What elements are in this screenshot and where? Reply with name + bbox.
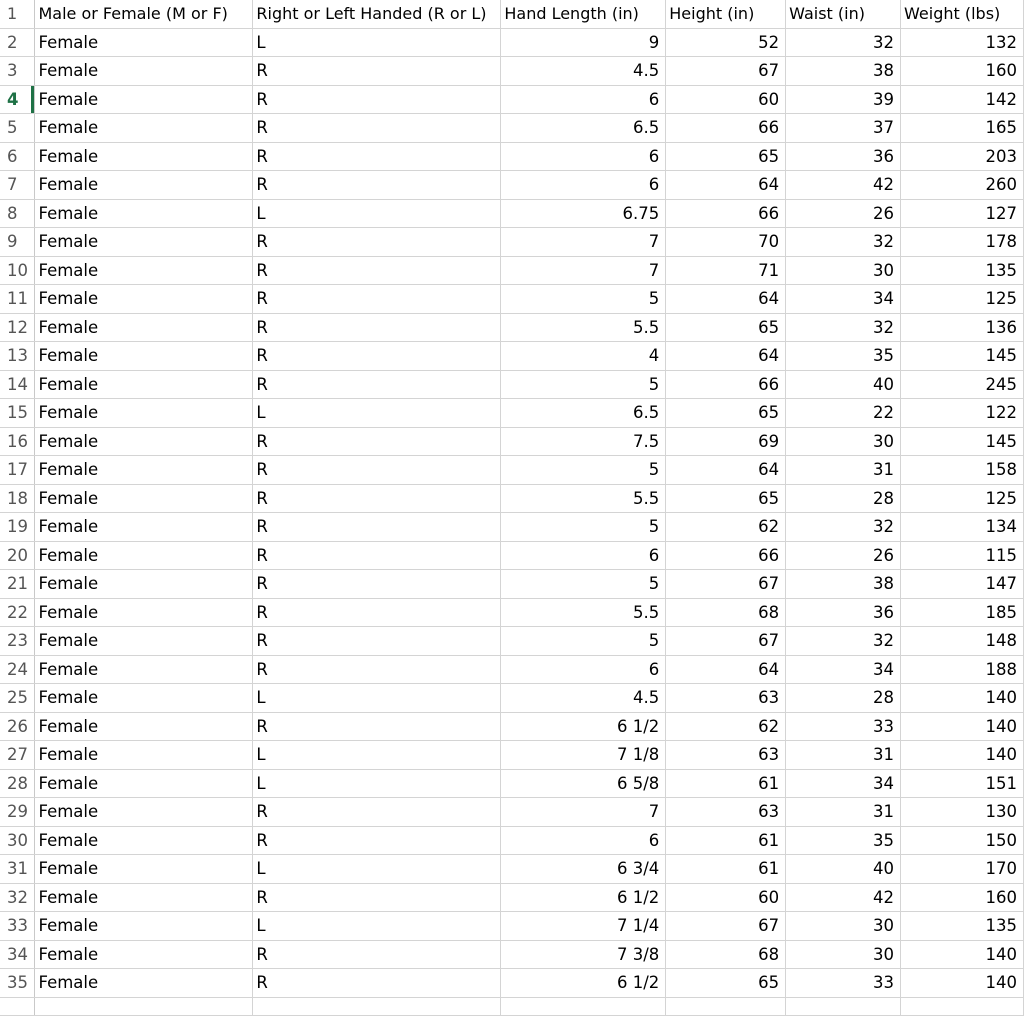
table-row	[0, 969, 1024, 998]
cell-waist[interactable]: 34	[786, 655, 901, 684]
cell-height[interactable]: 61	[666, 855, 786, 884]
cell-sex[interactable]: Female	[35, 285, 253, 314]
cell-hand-length[interactable]: 7.5	[501, 427, 666, 456]
table-row	[0, 228, 1024, 257]
cell-handedness[interactable]: R	[253, 513, 501, 542]
cell-sex[interactable]: Female	[35, 655, 253, 684]
cell-sex[interactable]: Female	[35, 28, 253, 57]
cell-handedness[interactable]: R	[253, 57, 501, 86]
cell-height[interactable]: 65	[666, 484, 786, 513]
cell-height[interactable]: 64	[666, 456, 786, 485]
empty-cell[interactable]	[35, 997, 253, 1015]
header-cell-waist[interactable]: Waist (in)	[786, 0, 901, 28]
cell-weight[interactable]: 260	[901, 171, 1024, 200]
cell-hand-length[interactable]: 6	[501, 171, 666, 200]
empty-cell[interactable]	[253, 997, 501, 1015]
cell-sex[interactable]: Female	[35, 228, 253, 257]
row-number[interactable]: 21	[0, 570, 35, 599]
cell-hand-length[interactable]: 5	[501, 456, 666, 485]
cell-weight[interactable]: 125	[901, 285, 1024, 314]
cell-hand-length[interactable]: 6.75	[501, 199, 666, 228]
cell-height[interactable]: 66	[666, 370, 786, 399]
row-number[interactable]: 9	[0, 228, 35, 257]
cell-weight[interactable]: 122	[901, 399, 1024, 428]
cell-hand-length[interactable]: 4	[501, 342, 666, 371]
table-row	[0, 28, 1024, 57]
cell-waist[interactable]: 30	[786, 427, 901, 456]
cell-height[interactable]: 70	[666, 228, 786, 257]
cell-weight[interactable]: 150	[901, 826, 1024, 855]
cell-handedness[interactable]: R	[253, 712, 501, 741]
table-row	[0, 541, 1024, 570]
cell-sex[interactable]: Female	[35, 912, 253, 941]
row-number[interactable]: 22	[0, 598, 35, 627]
cell-hand-length[interactable]: 7	[501, 256, 666, 285]
cell-handedness[interactable]: R	[253, 655, 501, 684]
cell-sex[interactable]: Female	[35, 826, 253, 855]
header-cell-sex[interactable]: Male or Female (M or F)	[35, 0, 253, 28]
table-row	[0, 85, 1024, 114]
cell-waist[interactable]: 35	[786, 342, 901, 371]
cell-hand-length[interactable]: 7	[501, 798, 666, 827]
cell-handedness[interactable]: R	[253, 541, 501, 570]
cell-waist[interactable]: 34	[786, 769, 901, 798]
row-number[interactable]: 5	[0, 114, 35, 143]
cell-waist[interactable]: 32	[786, 28, 901, 57]
cell-height[interactable]: 64	[666, 655, 786, 684]
table-row	[0, 256, 1024, 285]
cell-weight[interactable]: 135	[901, 256, 1024, 285]
cell-height[interactable]: 65	[666, 142, 786, 171]
row-number[interactable]: 17	[0, 456, 35, 485]
cell-height[interactable]: 66	[666, 114, 786, 143]
cell-handedness[interactable]: R	[253, 85, 501, 114]
cell-handedness[interactable]: R	[253, 114, 501, 143]
row-number[interactable]: 18	[0, 484, 35, 513]
cell-hand-length[interactable]: 5	[501, 285, 666, 314]
cell-waist[interactable]: 26	[786, 541, 901, 570]
cell-weight[interactable]: 151	[901, 769, 1024, 798]
row-number[interactable]: 6	[0, 142, 35, 171]
cell-sex[interactable]: Female	[35, 741, 253, 770]
row-number[interactable]: 24	[0, 655, 35, 684]
table-row	[0, 712, 1024, 741]
table-row	[0, 627, 1024, 656]
table-row	[0, 513, 1024, 542]
cell-sex[interactable]: Female	[35, 769, 253, 798]
cell-waist[interactable]: 38	[786, 570, 901, 599]
row-number[interactable]: 35	[0, 969, 35, 998]
row-number[interactable]: 10	[0, 256, 35, 285]
cell-hand-length[interactable]: 5	[501, 570, 666, 599]
cell-handedness[interactable]: L	[253, 399, 501, 428]
cell-waist[interactable]: 31	[786, 741, 901, 770]
cell-waist[interactable]: 33	[786, 969, 901, 998]
cell-handedness[interactable]: R	[253, 370, 501, 399]
cell-height[interactable]: 69	[666, 427, 786, 456]
row-number[interactable]: 1	[0, 0, 35, 28]
cell-sex[interactable]: Female	[35, 142, 253, 171]
cell-sex[interactable]: Female	[35, 570, 253, 599]
cell-hand-length[interactable]: 5.5	[501, 313, 666, 342]
cell-waist[interactable]: 26	[786, 199, 901, 228]
cell-handedness[interactable]: R	[253, 228, 501, 257]
cell-hand-length[interactable]: 6 5/8	[501, 769, 666, 798]
empty-row	[0, 997, 1024, 1015]
table-row	[0, 342, 1024, 371]
cell-hand-length[interactable]: 6 1/2	[501, 712, 666, 741]
cell-hand-length[interactable]: 6 1/2	[501, 883, 666, 912]
empty-cell[interactable]	[666, 997, 786, 1015]
cell-handedness[interactable]: R	[253, 570, 501, 599]
cell-height[interactable]: 64	[666, 285, 786, 314]
cell-weight[interactable]: 245	[901, 370, 1024, 399]
table-row	[0, 598, 1024, 627]
cell-weight[interactable]: 125	[901, 484, 1024, 513]
cell-handedness[interactable]: L	[253, 741, 501, 770]
cell-height[interactable]: 65	[666, 313, 786, 342]
cell-weight[interactable]: 158	[901, 456, 1024, 485]
cell-handedness[interactable]: R	[253, 598, 501, 627]
cell-waist[interactable]: 39	[786, 85, 901, 114]
cell-waist[interactable]: 28	[786, 684, 901, 713]
row-number[interactable]: 33	[0, 912, 35, 941]
row-number[interactable]: 26	[0, 712, 35, 741]
cell-height[interactable]: 62	[666, 513, 786, 542]
row-number[interactable]: 27	[0, 741, 35, 770]
row-number[interactable]: 29	[0, 798, 35, 827]
cell-waist[interactable]: 34	[786, 285, 901, 314]
cell-handedness[interactable]: R	[253, 342, 501, 371]
header-cell-height[interactable]: Height (in)	[666, 0, 786, 28]
cell-weight[interactable]: 160	[901, 883, 1024, 912]
cell-sex[interactable]: Female	[35, 114, 253, 143]
cell-weight[interactable]: 145	[901, 342, 1024, 371]
row-number[interactable]: 8	[0, 199, 35, 228]
cell-sex[interactable]: Female	[35, 484, 253, 513]
cell-sex[interactable]: Female	[35, 684, 253, 713]
row-number[interactable]: 7	[0, 171, 35, 200]
cell-waist[interactable]: 32	[786, 627, 901, 656]
cell-handedness[interactable]: R	[253, 142, 501, 171]
cell-weight[interactable]: 140	[901, 712, 1024, 741]
cell-height[interactable]: 61	[666, 769, 786, 798]
empty-cell[interactable]	[786, 997, 901, 1015]
table-row	[0, 456, 1024, 485]
table-row	[0, 855, 1024, 884]
table-row	[0, 798, 1024, 827]
cell-hand-length[interactable]: 4.5	[501, 684, 666, 713]
cell-weight[interactable]: 185	[901, 598, 1024, 627]
cell-height[interactable]: 60	[666, 883, 786, 912]
cell-hand-length[interactable]: 5.5	[501, 598, 666, 627]
cell-weight[interactable]: 148	[901, 627, 1024, 656]
cell-handedness[interactable]: R	[253, 969, 501, 998]
cell-weight[interactable]: 140	[901, 969, 1024, 998]
cell-sex[interactable]: Female	[35, 940, 253, 969]
cell-height[interactable]: 64	[666, 342, 786, 371]
cell-hand-length[interactable]: 6.5	[501, 399, 666, 428]
cell-sex[interactable]: Female	[35, 427, 253, 456]
cell-height[interactable]: 68	[666, 598, 786, 627]
cell-height[interactable]: 65	[666, 399, 786, 428]
cell-handedness[interactable]: L	[253, 769, 501, 798]
cell-sex[interactable]: Female	[35, 256, 253, 285]
row-number[interactable]: 20	[0, 541, 35, 570]
cell-sex[interactable]: Female	[35, 712, 253, 741]
cell-sex[interactable]: Female	[35, 171, 253, 200]
cell-handedness[interactable]: R	[253, 484, 501, 513]
cell-weight[interactable]: 130	[901, 798, 1024, 827]
cell-handedness[interactable]: R	[253, 256, 501, 285]
cell-weight[interactable]: 134	[901, 513, 1024, 542]
cell-sex[interactable]: Female	[35, 456, 253, 485]
table-row	[0, 912, 1024, 941]
cell-waist[interactable]: 35	[786, 826, 901, 855]
table-row	[0, 171, 1024, 200]
cell-handedness[interactable]: L	[253, 199, 501, 228]
cell-waist[interactable]: 31	[786, 456, 901, 485]
table-row	[0, 370, 1024, 399]
table-row	[0, 484, 1024, 513]
cell-waist[interactable]: 30	[786, 940, 901, 969]
cell-height[interactable]: 64	[666, 171, 786, 200]
table-row	[0, 114, 1024, 143]
header-row	[0, 0, 1024, 28]
cell-height[interactable]: 66	[666, 199, 786, 228]
cell-handedness[interactable]: R	[253, 627, 501, 656]
table-row	[0, 399, 1024, 428]
cell-waist[interactable]: 31	[786, 798, 901, 827]
cell-sex[interactable]: Female	[35, 57, 253, 86]
cell-handedness[interactable]: R	[253, 826, 501, 855]
row-number[interactable]: 13	[0, 342, 35, 371]
table-row	[0, 655, 1024, 684]
cell-sex[interactable]: Female	[35, 541, 253, 570]
cell-hand-length[interactable]: 9	[501, 28, 666, 57]
header-cell-weight[interactable]: Weight (lbs)	[901, 0, 1024, 28]
cell-height[interactable]: 68	[666, 940, 786, 969]
cell-hand-length[interactable]: 4.5	[501, 57, 666, 86]
row-number[interactable]: 32	[0, 883, 35, 912]
row-number[interactable]: 11	[0, 285, 35, 314]
row-number[interactable]: 19	[0, 513, 35, 542]
cell-weight[interactable]: 178	[901, 228, 1024, 257]
row-number[interactable]: 30	[0, 826, 35, 855]
header-cell-hand-length[interactable]: Hand Length (in)	[501, 0, 666, 28]
row-number[interactable]: 15	[0, 399, 35, 428]
cell-height[interactable]: 71	[666, 256, 786, 285]
cell-waist[interactable]: 28	[786, 484, 901, 513]
cell-hand-length[interactable]: 6.5	[501, 114, 666, 143]
empty-cell[interactable]	[501, 997, 666, 1015]
cell-handedness[interactable]: L	[253, 855, 501, 884]
cell-handedness[interactable]: R	[253, 427, 501, 456]
cell-weight[interactable]: 135	[901, 912, 1024, 941]
cell-height[interactable]: 61	[666, 826, 786, 855]
cell-sex[interactable]: Female	[35, 598, 253, 627]
cell-weight[interactable]: 140	[901, 741, 1024, 770]
cell-weight[interactable]: 127	[901, 199, 1024, 228]
table-row	[0, 57, 1024, 86]
cell-hand-length[interactable]: 6	[501, 142, 666, 171]
cell-handedness[interactable]: R	[253, 883, 501, 912]
cell-sex[interactable]: Female	[35, 399, 253, 428]
row-number[interactable]: 16	[0, 427, 35, 456]
cell-sex[interactable]: Female	[35, 85, 253, 114]
cell-height[interactable]: 63	[666, 741, 786, 770]
table-row	[0, 940, 1024, 969]
cell-hand-length[interactable]: 6	[501, 541, 666, 570]
cell-handedness[interactable]: L	[253, 912, 501, 941]
cell-hand-length[interactable]: 5	[501, 370, 666, 399]
cell-waist[interactable]: 42	[786, 171, 901, 200]
cell-sex[interactable]: Female	[35, 199, 253, 228]
table-row	[0, 285, 1024, 314]
cell-height[interactable]: 60	[666, 85, 786, 114]
cell-hand-length[interactable]: 7 1/4	[501, 912, 666, 941]
cell-handedness[interactable]: R	[253, 313, 501, 342]
cell-waist[interactable]: 30	[786, 912, 901, 941]
cell-weight[interactable]: 165	[901, 114, 1024, 143]
cell-waist[interactable]: 36	[786, 142, 901, 171]
cell-waist[interactable]: 42	[786, 883, 901, 912]
table-row	[0, 427, 1024, 456]
cell-weight[interactable]: 188	[901, 655, 1024, 684]
table-row	[0, 199, 1024, 228]
cell-weight[interactable]: 160	[901, 57, 1024, 86]
row-number[interactable]: 23	[0, 627, 35, 656]
cell-height[interactable]: 67	[666, 627, 786, 656]
cell-hand-length[interactable]: 7 3/8	[501, 940, 666, 969]
cell-weight[interactable]: 170	[901, 855, 1024, 884]
empty-cell[interactable]	[901, 997, 1024, 1015]
table-row	[0, 570, 1024, 599]
row-number[interactable]: 28	[0, 769, 35, 798]
row-number[interactable]: 2	[0, 28, 35, 57]
cell-hand-length[interactable]: 5	[501, 513, 666, 542]
cell-height[interactable]: 52	[666, 28, 786, 57]
cell-weight[interactable]: 147	[901, 570, 1024, 599]
cell-waist[interactable]: 40	[786, 855, 901, 884]
row-number[interactable]: 34	[0, 940, 35, 969]
table-row	[0, 313, 1024, 342]
cell-handedness[interactable]: R	[253, 940, 501, 969]
header-cell-handedness[interactable]: Right or Left Handed (R or L)	[253, 0, 501, 28]
cell-weight[interactable]: 145	[901, 427, 1024, 456]
cell-sex[interactable]: Female	[35, 370, 253, 399]
cell-hand-length[interactable]: 7 1/8	[501, 741, 666, 770]
cell-weight[interactable]: 203	[901, 142, 1024, 171]
cell-waist[interactable]: 33	[786, 712, 901, 741]
cell-handedness[interactable]: R	[253, 285, 501, 314]
cell-height[interactable]: 67	[666, 57, 786, 86]
cell-weight[interactable]: 132	[901, 28, 1024, 57]
cell-height[interactable]: 65	[666, 969, 786, 998]
cell-waist[interactable]: 38	[786, 57, 901, 86]
table-row	[0, 684, 1024, 713]
table-row	[0, 142, 1024, 171]
cell-waist[interactable]: 32	[786, 313, 901, 342]
cell-height[interactable]: 66	[666, 541, 786, 570]
cell-weight[interactable]: 142	[901, 85, 1024, 114]
table-row	[0, 741, 1024, 770]
cell-waist[interactable]: 40	[786, 370, 901, 399]
cell-hand-length[interactable]: 6 1/2	[501, 969, 666, 998]
cell-hand-length[interactable]: 6 3/4	[501, 855, 666, 884]
cell-height[interactable]: 63	[666, 684, 786, 713]
cell-handedness[interactable]: L	[253, 684, 501, 713]
cell-sex[interactable]: Female	[35, 342, 253, 371]
cell-weight[interactable]: 140	[901, 684, 1024, 713]
cell-weight[interactable]: 140	[901, 940, 1024, 969]
row-number[interactable]: 14	[0, 370, 35, 399]
row-number[interactable]	[0, 997, 35, 1015]
cell-hand-length[interactable]: 6	[501, 826, 666, 855]
cell-hand-length[interactable]: 5.5	[501, 484, 666, 513]
cell-height[interactable]: 67	[666, 570, 786, 599]
cell-height[interactable]: 67	[666, 912, 786, 941]
table-row	[0, 883, 1024, 912]
cell-sex[interactable]: Female	[35, 313, 253, 342]
cell-height[interactable]: 63	[666, 798, 786, 827]
cell-sex[interactable]: Female	[35, 627, 253, 656]
row-number[interactable]: 25	[0, 684, 35, 713]
cell-weight[interactable]: 136	[901, 313, 1024, 342]
cell-waist[interactable]: 37	[786, 114, 901, 143]
row-number[interactable]: 4	[0, 85, 35, 114]
cell-sex[interactable]: Female	[35, 855, 253, 884]
row-number[interactable]: 3	[0, 57, 35, 86]
row-number[interactable]: 31	[0, 855, 35, 884]
cell-handedness[interactable]: L	[253, 28, 501, 57]
table-row	[0, 826, 1024, 855]
cell-hand-length[interactable]: 6	[501, 655, 666, 684]
cell-hand-length[interactable]: 7	[501, 228, 666, 257]
cell-hand-length[interactable]: 6	[501, 85, 666, 114]
cell-waist[interactable]: 32	[786, 228, 901, 257]
table-row	[0, 769, 1024, 798]
cell-hand-length[interactable]: 5	[501, 627, 666, 656]
cell-waist[interactable]: 32	[786, 513, 901, 542]
cell-waist[interactable]: 36	[786, 598, 901, 627]
cell-handedness[interactable]: R	[253, 456, 501, 485]
cell-sex[interactable]: Female	[35, 969, 253, 998]
cell-waist[interactable]: 22	[786, 399, 901, 428]
cell-handedness[interactable]: R	[253, 798, 501, 827]
cell-weight[interactable]: 115	[901, 541, 1024, 570]
cell-waist[interactable]: 30	[786, 256, 901, 285]
cell-height[interactable]: 62	[666, 712, 786, 741]
row-number[interactable]: 12	[0, 313, 35, 342]
cell-handedness[interactable]: R	[253, 171, 501, 200]
cell-sex[interactable]: Female	[35, 798, 253, 827]
cell-sex[interactable]: Female	[35, 513, 253, 542]
cell-sex[interactable]: Female	[35, 883, 253, 912]
